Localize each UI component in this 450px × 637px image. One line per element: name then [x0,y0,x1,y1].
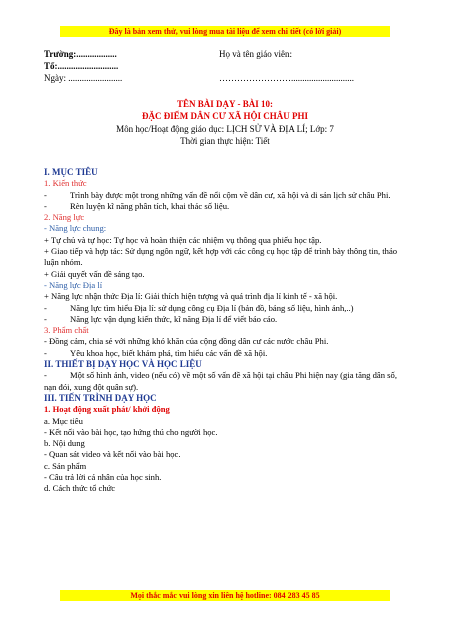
competence-item: + Tự chủ và tự học: Tự học và hoàn thiện các nhiệm vụ thông qua phiếu học tập. [44,234,322,245]
lesson-body [44,167,410,495]
competence-item: + Giải quyết vấn đề sáng tạo. [44,268,145,279]
geography-item: - Năng lực vận dụng kiến thức, kĩ năng Địa lí để viết báo cáo. [44,313,278,324]
heading-qualities: 3. Phẩm chất [44,325,89,336]
activity-content-text: - Quan sát video và kết nối vào bài học. [44,449,181,460]
equipment-item: - Một số hình ảnh, video (nếu có) về một số vấn đề xã hội tại châu Phi hiện nay (gia tăng dân số, nạn đói, xung đột quân sự). [44,370,397,392]
activity-objective-label: a. Mục tiêu [44,415,83,426]
lesson-topic: ĐẶC ĐIỂM DÂN CƯ XÃ HỘI CHÂU PHI [142,111,308,121]
activity-product-text: - Câu trả lời cá nhân của học sinh. [44,472,162,483]
activity-heading: 1. Hoạt động xuất phát/ khởi động [44,404,170,415]
teacher-name-label: Họ và tên giáo viên: [219,49,292,59]
group-field: Tổ:........................... [44,61,119,71]
lesson-title: TÊN BÀI DẠY - BÀI 10: [177,99,273,109]
activity-product-label: c. Sản phẩm [44,460,87,471]
knowledge-item: - Trình bày được một trong những vấn đề nổi cộm về dân cư, xã hội và di sản lịch sử châu Phi. [44,189,391,200]
section-process: III. TIẾN TRÌNH DẠY HỌC [44,392,157,403]
activity-method-label: d. Cách thức tổ chức [44,483,116,494]
competence-item: + Giao tiếp và hợp tác: Sử dụng ngôn ngữ, kết hợp với các công cụ học tập để trình bày thông tin, thảo luận nhóm. [44,246,398,268]
preview-banner: Đây là bản xem thử, vui lòng mua tài liệu để xem chi tiết (có lời giải) [60,26,390,37]
quality-item: - Đồng cảm, chia sẻ với những khó khăn của cộng đồng dân cư các nước châu Phi. [44,336,329,347]
subject-line: Môn học/Hoạt động giáo dục: LỊCH SỬ VÀ ĐỊA LÍ; Lớp: 7 [116,124,334,134]
school-field: Trường:.................. [44,49,117,59]
quality-item: - Yêu khoa học, biết khám phá, tìm hiểu các vấn đề xã hội. [44,347,268,358]
heading-competence: 2. Năng lực [44,212,85,223]
hotline-banner: Mọi thắc mắc vui lòng xin liên hệ hotline: 084 283 45 85 [60,590,390,601]
geography-item: - Năng lực tìm hiểu Địa lí: sử dụng công cụ Địa lí (bản đồ, bảng số liệu, hình ảnh,..) [44,302,354,313]
section-equipment: II. THIẾT BỊ DẠY HỌC VÀ HỌC LIỆU [44,359,202,370]
heading-general-competence: - Năng lực chung: [44,223,107,234]
section-objectives: I. MỤC TIÊU [44,167,98,177]
knowledge-item: - Rèn luyện kĩ năng phân tích, khai thác số liệu. [44,200,230,211]
heading-geography-competence: - Năng lực Địa lí [44,279,103,290]
teacher-name-dots: ……………………............................ [219,73,354,83]
activity-content-label: b. Nội dung [44,438,85,449]
activity-objective-text: - Kết nối vào bài học, tạo hứng thú cho người học. [44,426,218,437]
geography-item: + Năng lực nhận thức Địa lí: Giải thích hiện tượng và quá trình địa lí kinh tế - xã hội. [44,291,338,302]
date-field: Ngày: ........................ [44,73,123,83]
duration-line: Thời gian thực hiện: Tiết [180,136,270,146]
heading-knowledge: 1. Kiến thức [44,178,87,189]
